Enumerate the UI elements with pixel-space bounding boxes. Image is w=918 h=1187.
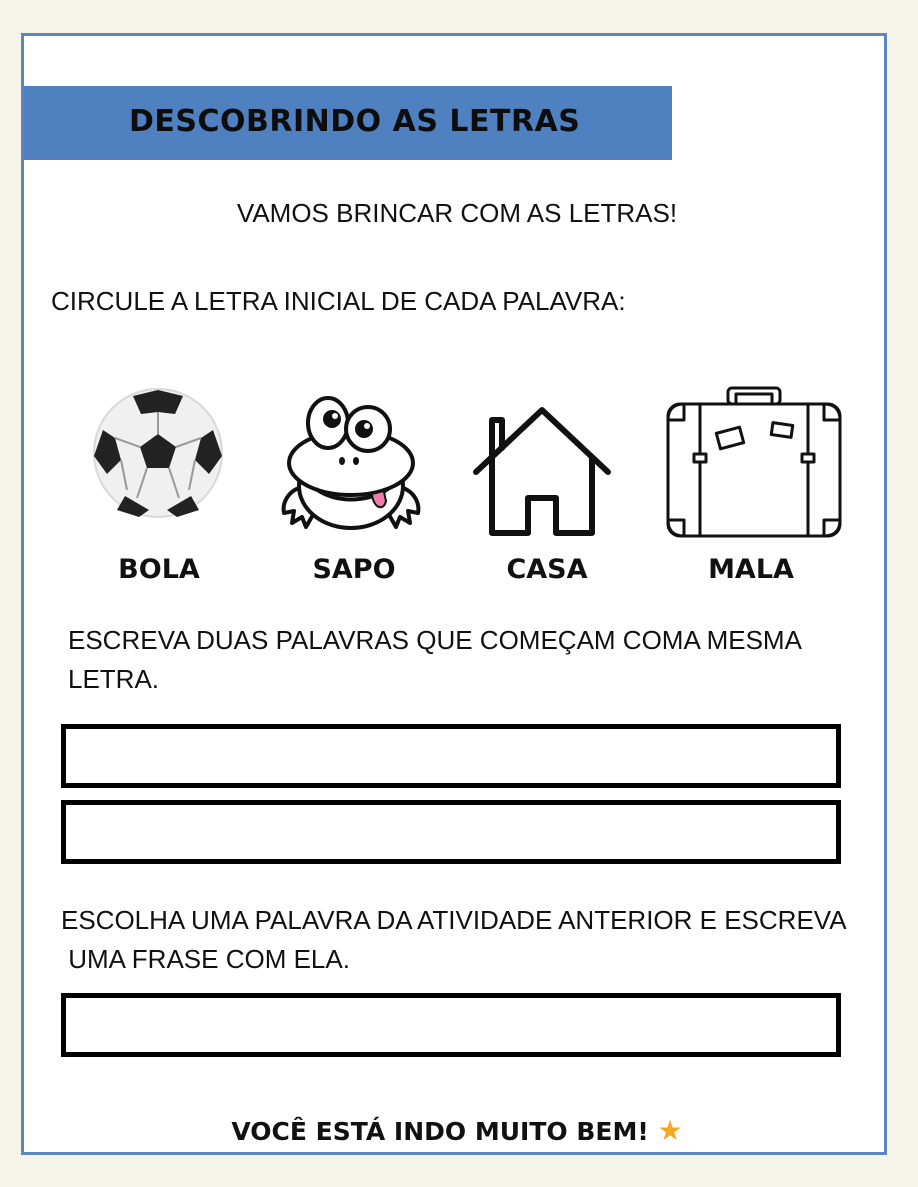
subtitle: VAMOS BRINCAR COM AS LETRAS! — [236, 198, 678, 228]
answer-box-word-2[interactable] — [61, 800, 841, 864]
encouragement-message — [24, 1114, 890, 1147]
answer-box-word-1[interactable] — [61, 724, 841, 788]
instruction-two-words-line2: LETRA. — [68, 664, 160, 694]
suitcase-icon — [666, 386, 842, 539]
instruction-sentence-line1: ESCOLHA UMA PALAVRA DA ATIVIDADE ANTERIOR E ESCREVA — [61, 905, 847, 935]
page-title: DESCOBRINDO AS LETRAS — [129, 104, 581, 139]
footer-text: VOCÊ ESTÁ INDO MUITO BEM! — [231, 1117, 649, 1146]
title-banner — [24, 86, 672, 160]
star-icon: ★ — [657, 1114, 683, 1147]
instruction-sentence-line2: UMA FRASE COM ELA. — [61, 944, 350, 974]
soccer-ball-icon — [91, 386, 225, 520]
word-mala: MALA — [708, 554, 794, 585]
house-icon — [472, 406, 612, 536]
instruction-circle-letters: CIRCULE A LETRA INICIAL DE CADA PALAVRA: — [51, 286, 626, 316]
word-bola: BOLA — [118, 554, 200, 585]
frog-icon — [276, 391, 426, 536]
instruction-sentence — [61, 901, 847, 979]
word-casa: CASA — [506, 554, 588, 585]
answer-box-sentence[interactable] — [61, 993, 841, 1057]
instruction-two-words — [68, 621, 802, 699]
instruction-two-words-line1: ESCREVA DUAS PALAVRAS QUE COMEÇAM COMA MESMA — [68, 625, 802, 655]
worksheet — [21, 33, 887, 1155]
word-sapo: SAPO — [312, 554, 396, 585]
